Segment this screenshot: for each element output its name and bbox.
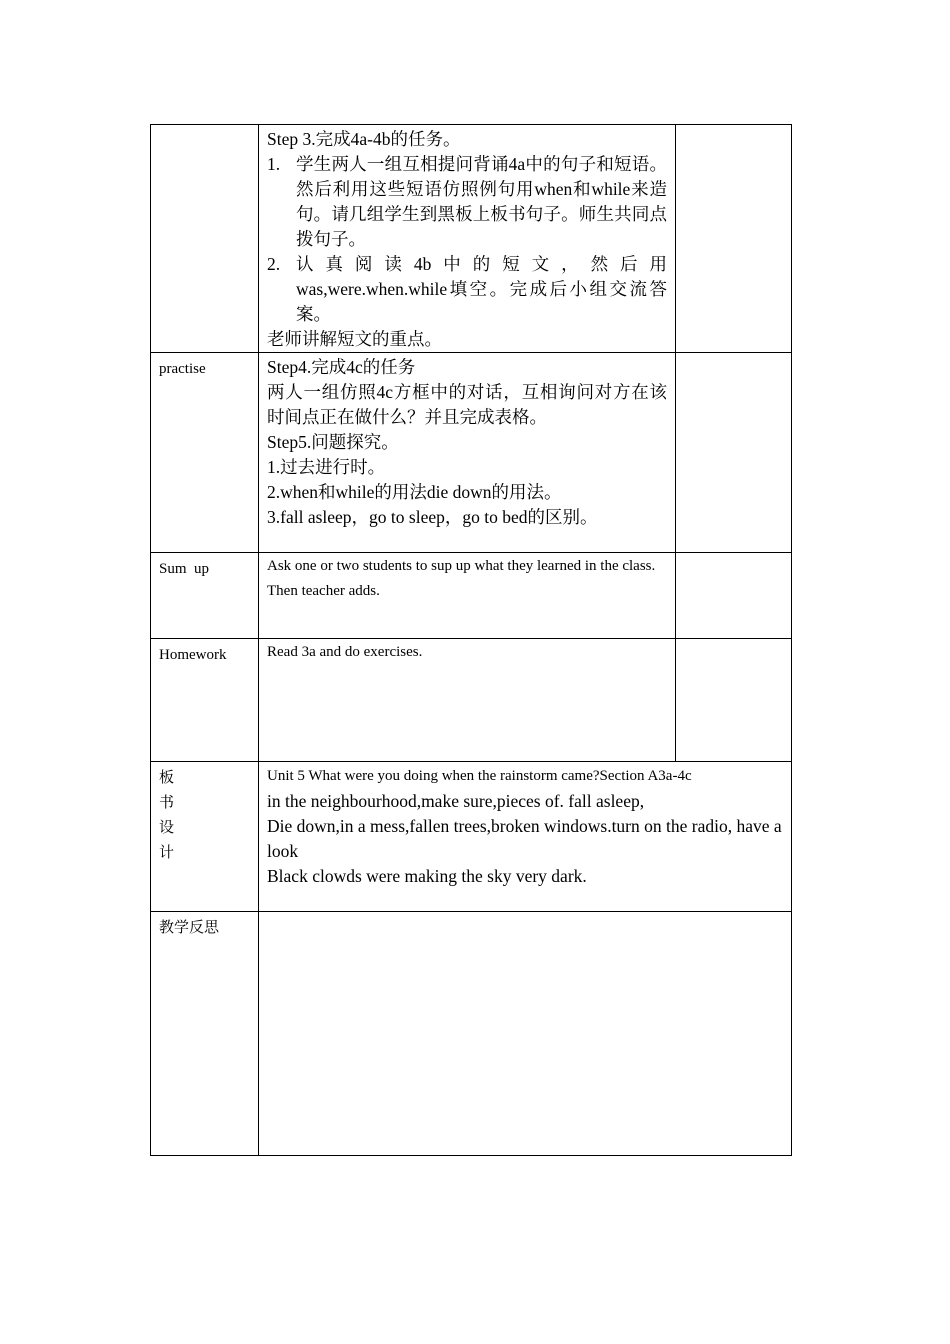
practise-line: 2.when和while的用法die down的用法。: [267, 482, 562, 502]
board-heading: Unit 5 What were you doing when the rainstorm came?Section A3a-4c: [267, 768, 692, 784]
notes-step3: [676, 125, 792, 353]
row-board-design: [151, 762, 792, 912]
label-homework: Homework: [151, 639, 259, 762]
practise-line: 两人一组仿照4c方框中的对话，互相询问对方在该时间点正在做什么？并且完成表格。: [267, 382, 667, 427]
list-item: 1. 学生两人一组互相提问背诵4a中的句子和短语。然后利用这些短语仿照例句用when和while来造句。请几组学生到黑板上板书句子。师生共同点拨句子。: [267, 154, 667, 249]
row-sumup: [151, 553, 792, 639]
row-step3: [151, 125, 792, 353]
content-step3: [259, 125, 676, 353]
row-reflection: [151, 912, 792, 1156]
label-step3: [151, 125, 259, 353]
lesson-plan-table: [150, 124, 792, 1156]
row-homework: [151, 639, 792, 762]
content-homework: Read 3a and do exercises.: [259, 639, 676, 762]
practise-line: 3.fall asleep，go to sleep，go to bed的区别。: [267, 507, 598, 527]
practise-line: 1.过去进行时。: [267, 457, 386, 477]
list-item: 2. 认真阅读4b中的短文，然后用was,were.when.while填空。完成后小组交流答案。: [267, 254, 667, 324]
label-practise: practise: [151, 353, 259, 553]
board-line: Black clowds were making the sky very dark.: [267, 866, 587, 886]
notes-sumup: [676, 553, 792, 639]
board-line: in the neighbourhood,make sure,pieces of. fall asleep,: [267, 791, 645, 811]
content-reflection: [259, 912, 792, 1156]
step3-title: Step 3.完成4a-4b的任务。: [267, 129, 461, 149]
content-board-design: [259, 762, 792, 912]
label-reflection: 教学反思: [151, 912, 259, 1156]
step3-footer: 老师讲解短文的重点。: [267, 329, 442, 349]
notes-practise: [676, 353, 792, 553]
step3-list: [267, 152, 667, 327]
content-practise: [259, 353, 676, 553]
label-sumup: Sum up: [151, 553, 259, 639]
label-board-design: 板 书 设 计: [151, 762, 259, 912]
content-sumup: Ask one or two students to sup up what they learned in the class. Then teacher adds.: [259, 553, 676, 639]
practise-line: Step4.完成4c的任务: [267, 357, 416, 377]
row-practise: [151, 353, 792, 553]
notes-homework: [676, 639, 792, 762]
board-line: Die down,in a mess,fallen trees,broken windows.turn on the radio, have a look: [267, 816, 782, 861]
practise-line: Step5.问题探究。: [267, 432, 399, 452]
